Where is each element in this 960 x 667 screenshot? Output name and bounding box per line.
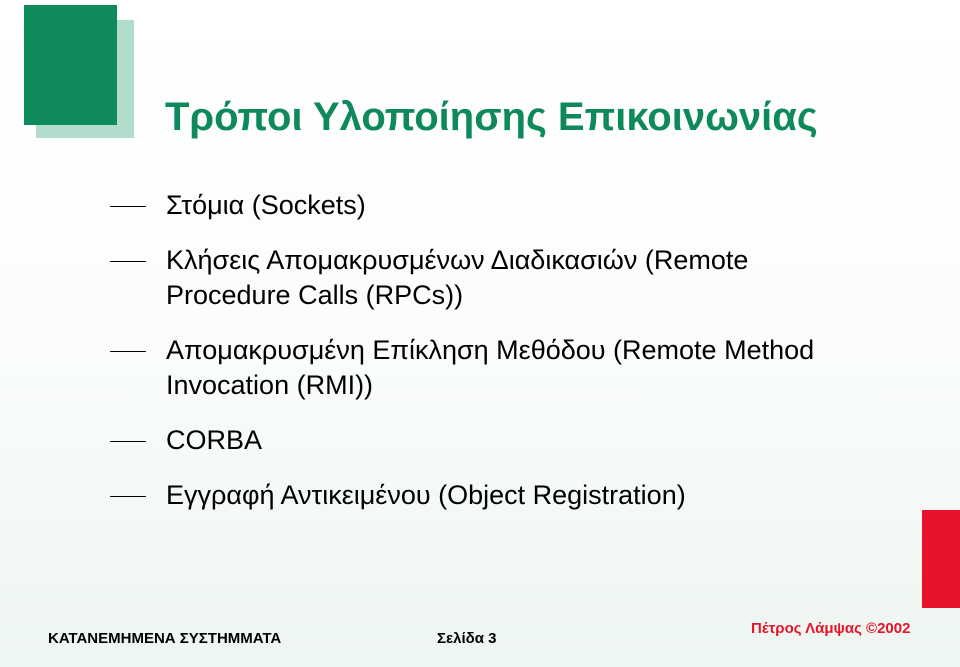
footer-page-number: Σελίδα 3 bbox=[437, 630, 497, 647]
footer-course-name: ΚΑΤΑΝΕΜΗΜΕΝΑ ΣΥΣΤΗΜΜΑΤΑ bbox=[48, 630, 282, 647]
dash-bullet-icon bbox=[110, 351, 146, 352]
footer-author: Πέτρος Λάμψας ©2002 bbox=[751, 620, 911, 637]
bullet-text: CORBA bbox=[166, 425, 263, 455]
dash-bullet-icon bbox=[110, 496, 146, 497]
bullet-text: Κλήσεις Απομακρυσμένων Διαδικασιών (Remote Procedure Calls (RPCs)) bbox=[166, 245, 749, 310]
bullet-item bbox=[110, 243, 870, 313]
bullet-text: Εγγραφή Αντικειμένου (Object Registration) bbox=[166, 480, 686, 510]
dash-bullet-icon bbox=[110, 441, 146, 442]
bullet-text: Στόμια (Sockets) bbox=[166, 190, 366, 220]
bullet-list bbox=[110, 188, 870, 513]
bullet-item bbox=[110, 423, 870, 458]
decorative-red-bar bbox=[922, 510, 960, 608]
slide-title: Τρόποι Υλοποίησης Επικοινωνίας bbox=[165, 95, 818, 139]
decorative-square-dark bbox=[24, 5, 117, 125]
bullet-item bbox=[110, 478, 870, 513]
bullet-text: Απομακρυσμένη Επίκληση Μεθόδου (Remote Method Invocation (RMI)) bbox=[166, 335, 815, 400]
bullet-item bbox=[110, 188, 870, 223]
bullet-item bbox=[110, 333, 870, 403]
dash-bullet-icon bbox=[110, 206, 146, 207]
dash-bullet-icon bbox=[110, 261, 146, 262]
